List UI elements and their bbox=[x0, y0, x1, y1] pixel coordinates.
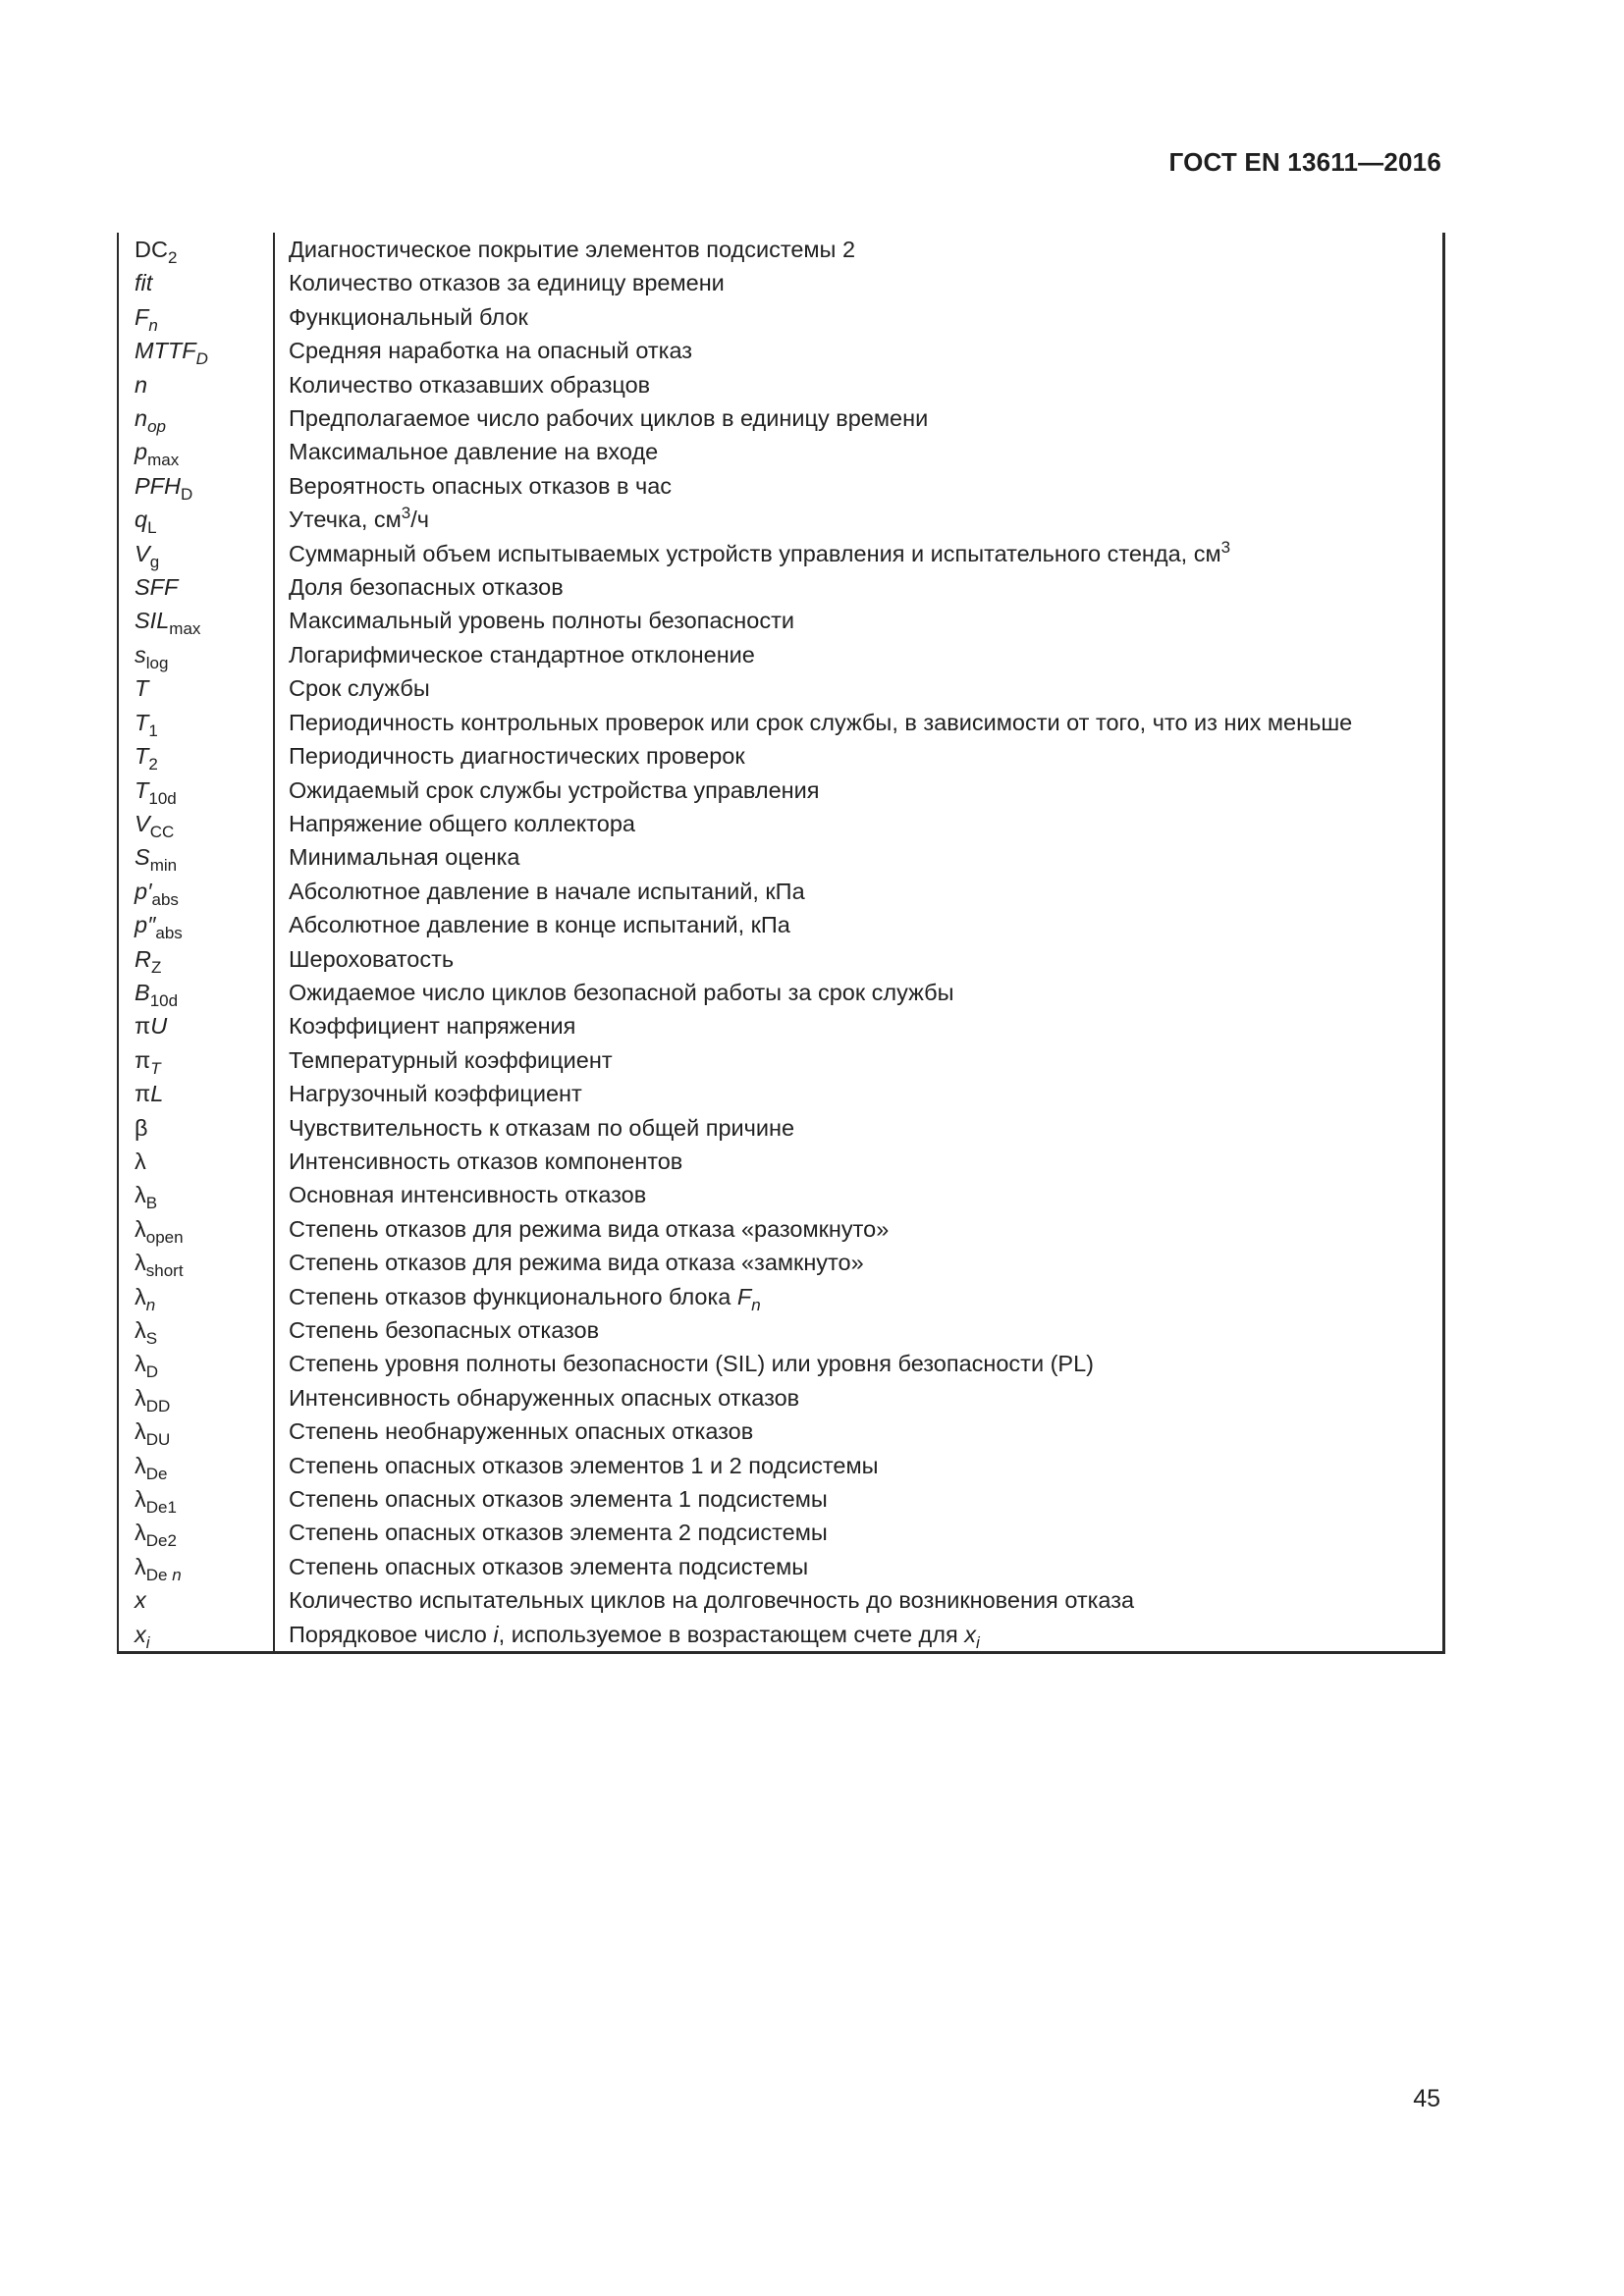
description-text: Степень безопасных отказов bbox=[289, 1317, 600, 1343]
symbol-subscript-text: 10d bbox=[149, 990, 179, 1010]
table-row bbox=[118, 638, 1443, 671]
description-cell bbox=[274, 1145, 1443, 1178]
symbol-subscript-text: g bbox=[149, 552, 160, 571]
symbol-subscript bbox=[146, 1531, 177, 1550]
description-cell bbox=[274, 875, 1443, 908]
description-cell bbox=[274, 840, 1443, 874]
symbol-cell bbox=[118, 334, 274, 367]
symbol-text: λ bbox=[135, 1283, 146, 1309]
symbol-subscript-text: log bbox=[145, 653, 169, 672]
description-cell bbox=[274, 1550, 1443, 1583]
table-row bbox=[118, 1313, 1443, 1347]
symbol-text: p″ bbox=[135, 912, 156, 938]
description-cell bbox=[274, 401, 1443, 435]
symbol-subscript bbox=[147, 518, 156, 537]
symbol-text: λ bbox=[135, 1250, 146, 1276]
symbol-subscript bbox=[146, 1261, 184, 1280]
table-row bbox=[118, 1381, 1443, 1415]
symbol-cell bbox=[118, 1347, 274, 1380]
description-text: Суммарный объем испытываемых устройств управления и испытательного стенда, см bbox=[289, 540, 1221, 566]
description-text: Логарифмическое стандартное отклонение bbox=[289, 641, 755, 667]
description-cell bbox=[274, 1347, 1443, 1380]
description-cell bbox=[274, 942, 1443, 976]
symbol-text: V bbox=[135, 810, 150, 836]
table-row bbox=[118, 401, 1443, 435]
symbol-subscript bbox=[147, 417, 166, 436]
description-text: Чувствительность к отказам по общей причине bbox=[289, 1114, 795, 1141]
description-text: Интенсивность обнаруженных опасных отказов bbox=[289, 1384, 800, 1411]
description-text: Доля безопасных отказов bbox=[289, 574, 564, 601]
description-text: Шероховатость bbox=[289, 945, 455, 972]
symbol-subscript-text: max bbox=[147, 451, 180, 470]
symbol-subscript-text: 1 bbox=[148, 721, 158, 740]
symbol-cell bbox=[118, 233, 274, 266]
table-row bbox=[118, 1246, 1443, 1279]
description-text: Функциональный блок bbox=[289, 303, 528, 330]
table-row bbox=[118, 1583, 1443, 1617]
description-variable: F bbox=[736, 1283, 752, 1309]
table-row bbox=[118, 469, 1443, 503]
table-row bbox=[118, 1618, 1443, 1653]
symbol-text: λ bbox=[135, 1418, 146, 1445]
description-text: Минимальная оценка bbox=[289, 844, 520, 871]
symbol-subscript-text: Z bbox=[150, 957, 162, 977]
description-cell bbox=[274, 570, 1443, 604]
description-text: Степень опасных отказов элемента 2 подсистемы bbox=[289, 1520, 828, 1546]
description-text: Ожидаемое число циклов безопасной работы за срок службы bbox=[289, 979, 954, 1005]
description-cell bbox=[274, 503, 1443, 536]
description-text: Степень отказов функционального блока bbox=[289, 1283, 737, 1309]
table-row bbox=[118, 570, 1443, 604]
description-text: Абсолютное давление в начале испытаний, кПа bbox=[289, 878, 805, 904]
description-superscript: 3 bbox=[1220, 537, 1231, 557]
symbol-text: n bbox=[135, 371, 148, 398]
symbol-cell bbox=[118, 503, 274, 536]
symbol-subscript-text: abs bbox=[151, 889, 179, 909]
symbol-subscript-text: DD bbox=[145, 1396, 171, 1415]
symbol-text: λ bbox=[135, 1317, 146, 1343]
symbol-subscript-index: n bbox=[172, 1565, 182, 1584]
description-text: Вероятность опасных отказов в час bbox=[289, 472, 673, 499]
symbol-subscript bbox=[146, 1397, 171, 1415]
symbol-subscript bbox=[150, 1059, 160, 1078]
symbol-subscript-text: CC bbox=[149, 822, 175, 841]
table-row bbox=[118, 942, 1443, 976]
symbol-cell bbox=[118, 1516, 274, 1549]
symbol-cell bbox=[118, 739, 274, 773]
symbol-cell bbox=[118, 1009, 274, 1042]
symbol-text: p bbox=[135, 439, 148, 465]
description-text: Количество испытательных циклов на долговечность до возникновения отказа bbox=[289, 1587, 1135, 1614]
table-row bbox=[118, 233, 1443, 266]
symbol-subscript-text: De bbox=[145, 1464, 168, 1483]
description-cell bbox=[274, 1313, 1443, 1347]
description-text: Степень опасных отказов элемента подсистемы bbox=[289, 1553, 809, 1579]
symbol-subscript-text: 10d bbox=[148, 788, 177, 808]
symbol-subscript bbox=[146, 1430, 171, 1449]
symbol-text: DC bbox=[135, 237, 168, 262]
symbol-cell bbox=[118, 774, 274, 807]
symbol-text: x bbox=[135, 1587, 146, 1614]
symbol-text: q bbox=[135, 507, 148, 533]
symbol-cell bbox=[118, 1313, 274, 1347]
symbol-text: T bbox=[135, 743, 149, 770]
symbol-subscript-text: D bbox=[145, 1362, 159, 1382]
symbol-cell bbox=[118, 1550, 274, 1583]
symbol-subscript bbox=[146, 1329, 157, 1348]
symbol-subscript-text: De2 bbox=[145, 1531, 177, 1551]
table-row bbox=[118, 739, 1443, 773]
symbol-subscript bbox=[169, 619, 200, 638]
symbol-subscript bbox=[148, 316, 157, 335]
description-cell bbox=[274, 233, 1443, 266]
page-number: 45 bbox=[1413, 2085, 1440, 2112]
symbol-subscript-text: i bbox=[145, 1632, 150, 1652]
description-text-tail: /ч bbox=[410, 507, 430, 533]
symbol-cell bbox=[118, 840, 274, 874]
symbol-text: λ bbox=[135, 1553, 146, 1579]
table-row bbox=[118, 1482, 1443, 1516]
symbol-tail: U bbox=[150, 1013, 168, 1040]
symbol-cell bbox=[118, 1449, 274, 1482]
description-text: Порядковое число bbox=[289, 1621, 494, 1647]
description-cell bbox=[274, 908, 1443, 941]
description-cell bbox=[274, 1449, 1443, 1482]
table-row bbox=[118, 706, 1443, 739]
symbol-subscript bbox=[146, 1296, 155, 1314]
description-text: Максимальный уровень полноты безопасности bbox=[289, 608, 794, 634]
symbol-cell bbox=[118, 1212, 274, 1246]
symbol-cell bbox=[118, 1482, 274, 1516]
symbol-subscript bbox=[151, 958, 161, 977]
description-cell bbox=[274, 334, 1443, 367]
symbol-subscript-text: B bbox=[145, 1194, 158, 1213]
table-row bbox=[118, 1178, 1443, 1211]
description-text: Количество отказов за единицу времени bbox=[289, 270, 725, 296]
symbol-text: SFF bbox=[135, 574, 179, 601]
description-text: Абсолютное давление в конце испытаний, кПа bbox=[289, 912, 790, 938]
description-cell bbox=[274, 1482, 1443, 1516]
symbol-subscript bbox=[146, 1465, 168, 1483]
description-cell bbox=[274, 469, 1443, 503]
description-text: Степень опасных отказов элемента 1 подсистемы bbox=[289, 1486, 828, 1513]
table-row bbox=[118, 976, 1443, 1009]
description-cell bbox=[274, 1381, 1443, 1415]
symbol-cell bbox=[118, 875, 274, 908]
symbol-cell bbox=[118, 266, 274, 299]
symbol-subscript-text: 2 bbox=[148, 755, 158, 774]
description-cell bbox=[274, 1583, 1443, 1617]
symbol-cell bbox=[118, 942, 274, 976]
description-cell bbox=[274, 368, 1443, 401]
description-cell bbox=[274, 671, 1443, 705]
description-text-tail: , используемое в возрастающем счете для bbox=[498, 1621, 965, 1647]
symbol-text: p′ bbox=[135, 878, 152, 904]
description-cell bbox=[274, 1212, 1443, 1246]
symbol-cell bbox=[118, 537, 274, 570]
description-variable-subscript bbox=[976, 1633, 980, 1652]
symbol-cell bbox=[118, 1145, 274, 1178]
description-cell bbox=[274, 1516, 1443, 1549]
symbol-text: B bbox=[135, 979, 150, 1005]
symbol-cell bbox=[118, 1077, 274, 1110]
symbol-cell bbox=[118, 604, 274, 637]
description-variable-subscript-text: i bbox=[975, 1632, 980, 1652]
symbol-text: fit bbox=[135, 270, 153, 296]
description-text: Максимальное давление на входе bbox=[289, 439, 659, 465]
description-cell bbox=[274, 1280, 1443, 1313]
table-row bbox=[118, 1550, 1443, 1583]
description-cell bbox=[274, 435, 1443, 468]
table-row bbox=[118, 1415, 1443, 1448]
symbol-text: λ bbox=[135, 1384, 146, 1411]
symbol-text: T bbox=[135, 675, 149, 702]
description-text: Степень отказов для режима вида отказа «разомкнуто» bbox=[289, 1215, 890, 1242]
description-variable: x bbox=[964, 1621, 976, 1647]
symbol-text: λ bbox=[135, 1182, 146, 1208]
symbol-subscript bbox=[147, 451, 179, 469]
table-row bbox=[118, 1145, 1443, 1178]
description-text: Интенсивность отказов компонентов bbox=[289, 1148, 683, 1174]
symbol-cell bbox=[118, 401, 274, 435]
table-row bbox=[118, 1043, 1443, 1077]
table-row bbox=[118, 266, 1443, 299]
description-text: Степень опасных отказов элементов 1 и 2 подсистемы bbox=[289, 1452, 879, 1478]
symbol-text: F bbox=[135, 303, 149, 330]
symbol-subscript-text: abs bbox=[155, 924, 183, 943]
symbol-subscript-text: max bbox=[169, 619, 201, 639]
description-cell bbox=[274, 1043, 1443, 1077]
symbol-subscript-text: open bbox=[145, 1227, 184, 1247]
symbol-subscript bbox=[146, 1498, 177, 1517]
symbol-subscript-text: min bbox=[149, 856, 178, 876]
symbol-subscript-text: D bbox=[195, 349, 208, 369]
symbol-subscript bbox=[151, 890, 178, 909]
symbol-subscript bbox=[148, 755, 157, 774]
symbol-subscript-text: T bbox=[150, 1058, 161, 1078]
table-row bbox=[118, 1280, 1443, 1313]
symbol-subscript bbox=[148, 721, 157, 740]
description-text: Нагрузочный коэффициент bbox=[289, 1081, 582, 1107]
description-text: Степень отказов для режима вида отказа «замкнуто» bbox=[289, 1250, 864, 1276]
symbol-text: V bbox=[135, 540, 150, 566]
symbol-subscript bbox=[150, 823, 175, 841]
symbol-subscript bbox=[168, 248, 177, 267]
symbols-table bbox=[117, 233, 1445, 1654]
symbol-subscript bbox=[155, 924, 182, 942]
symbol-subscript-text: De1 bbox=[145, 1498, 177, 1518]
symbol-cell bbox=[118, 300, 274, 334]
symbol-subscript bbox=[181, 485, 192, 504]
description-text: Периодичность контрольных проверок или срок службы, в зависимости от того, что из них меньше bbox=[289, 709, 1353, 735]
table-row bbox=[118, 1516, 1443, 1549]
symbol-text: π bbox=[135, 1046, 151, 1073]
document-header: ГОСТ EN 13611—2016 bbox=[1168, 147, 1441, 177]
symbol-text: SIL bbox=[135, 608, 170, 634]
symbol-tail: L bbox=[150, 1081, 164, 1107]
symbol-subscript bbox=[148, 789, 176, 808]
description-cell bbox=[274, 1246, 1443, 1279]
description-cell bbox=[274, 300, 1443, 334]
table-row bbox=[118, 1111, 1443, 1145]
symbol-text: π bbox=[135, 1081, 151, 1107]
symbol-text: λ bbox=[135, 1486, 146, 1513]
symbol-cell bbox=[118, 671, 274, 705]
description-text: Степень необнаруженных опасных отказов bbox=[289, 1418, 754, 1445]
symbol-text: MTTF bbox=[135, 338, 196, 364]
description-superscript: 3 bbox=[401, 504, 411, 523]
table-row bbox=[118, 1077, 1443, 1110]
symbol-text: λ bbox=[135, 1520, 146, 1546]
symbol-cell bbox=[118, 469, 274, 503]
table-row bbox=[118, 300, 1443, 334]
description-cell bbox=[274, 807, 1443, 840]
symbol-text: s bbox=[135, 641, 146, 667]
table-row bbox=[118, 435, 1443, 468]
description-cell bbox=[274, 537, 1443, 570]
symbol-text: S bbox=[135, 844, 150, 871]
symbol-subscript bbox=[146, 1194, 157, 1212]
symbol-text: λ bbox=[135, 1452, 146, 1478]
table-row bbox=[118, 774, 1443, 807]
symbol-text: x bbox=[135, 1621, 146, 1647]
description-cell bbox=[274, 638, 1443, 671]
table-row bbox=[118, 537, 1443, 570]
symbol-subscript-text: op bbox=[147, 417, 166, 437]
symbol-subscript bbox=[196, 349, 208, 368]
description-text: Ожидаемый срок службы устройства управления bbox=[289, 776, 820, 803]
symbol-text: T bbox=[135, 709, 149, 735]
description-text: Предполагаемое число рабочих циклов в единицу времени bbox=[289, 405, 929, 432]
description-variable-subscript bbox=[751, 1296, 760, 1314]
symbols-table-body bbox=[118, 233, 1443, 1653]
symbol-cell bbox=[118, 1583, 274, 1617]
table-row bbox=[118, 604, 1443, 637]
description-text: Периодичность диагностических проверок bbox=[289, 743, 745, 770]
symbol-cell bbox=[118, 1178, 274, 1211]
symbol-cell bbox=[118, 1618, 274, 1653]
symbol-cell bbox=[118, 807, 274, 840]
description-text: Напряжение общего коллектора bbox=[289, 810, 635, 836]
description-cell bbox=[274, 739, 1443, 773]
symbol-cell bbox=[118, 908, 274, 941]
table-row bbox=[118, 334, 1443, 367]
description-text: Диагностическое покрытие элементов подсистемы 2 bbox=[289, 237, 856, 262]
symbol-text: PFH bbox=[135, 472, 181, 499]
description-text: Утечка, см bbox=[289, 507, 402, 533]
symbol-subscript-text: n bbox=[145, 1295, 156, 1314]
symbol-cell bbox=[118, 368, 274, 401]
symbol-cell bbox=[118, 706, 274, 739]
description-cell bbox=[274, 1077, 1443, 1110]
table-row bbox=[118, 875, 1443, 908]
table-row bbox=[118, 368, 1443, 401]
description-text: Количество отказавших образцов bbox=[289, 371, 651, 398]
symbol-cell bbox=[118, 570, 274, 604]
table-row bbox=[118, 503, 1443, 536]
symbol-subscript-text: D bbox=[181, 484, 193, 504]
symbol-subscript bbox=[150, 856, 177, 875]
symbol-subscript-text: short bbox=[145, 1261, 184, 1281]
symbol-cell bbox=[118, 976, 274, 1009]
symbol-subscript bbox=[146, 1228, 184, 1247]
symbol-subscript bbox=[146, 654, 169, 672]
description-cell bbox=[274, 706, 1443, 739]
description-variable: i bbox=[493, 1621, 499, 1647]
symbol-cell bbox=[118, 1280, 274, 1313]
symbol-cell bbox=[118, 1415, 274, 1448]
symbol-subscript-text: L bbox=[147, 518, 157, 538]
symbol-cell bbox=[118, 1111, 274, 1145]
description-cell bbox=[274, 604, 1443, 637]
table-row bbox=[118, 807, 1443, 840]
symbol-subscript-text: n bbox=[148, 315, 158, 335]
table-row bbox=[118, 840, 1443, 874]
symbol-cell bbox=[118, 435, 274, 468]
symbol-subscript bbox=[150, 553, 159, 571]
description-text: Коэффициент напряжения bbox=[289, 1013, 576, 1040]
description-cell bbox=[274, 266, 1443, 299]
table-row bbox=[118, 1009, 1443, 1042]
description-cell bbox=[274, 1415, 1443, 1448]
description-cell bbox=[274, 1178, 1443, 1211]
description-cell bbox=[274, 976, 1443, 1009]
symbol-text: R bbox=[135, 945, 151, 972]
table-row bbox=[118, 1212, 1443, 1246]
symbol-text: λ bbox=[135, 1215, 146, 1242]
description-cell bbox=[274, 1009, 1443, 1042]
symbol-subscript bbox=[150, 991, 178, 1010]
description-text: Степень уровня полноты безопасности (SIL) или уровня безопасности (PL) bbox=[289, 1351, 1094, 1377]
symbol-text: β bbox=[135, 1114, 148, 1141]
symbol-text: π bbox=[135, 1013, 151, 1040]
symbol-cell bbox=[118, 638, 274, 671]
symbol-text: λ bbox=[135, 1148, 146, 1174]
description-text: Срок службы bbox=[289, 675, 430, 702]
symbol-cell bbox=[118, 1043, 274, 1077]
symbol-subscript bbox=[146, 1633, 150, 1652]
symbol-subscript bbox=[146, 1566, 182, 1584]
table-row bbox=[118, 671, 1443, 705]
description-cell bbox=[274, 774, 1443, 807]
description-cell bbox=[274, 1618, 1443, 1653]
symbol-text: λ bbox=[135, 1351, 146, 1377]
symbol-cell bbox=[118, 1246, 274, 1279]
symbol-cell bbox=[118, 1381, 274, 1415]
table-row bbox=[118, 1347, 1443, 1380]
symbol-subscript-text: 2 bbox=[167, 248, 178, 267]
symbol-text: n bbox=[135, 405, 148, 432]
description-text: Средняя наработка на опасный отказ bbox=[289, 338, 693, 364]
table-row bbox=[118, 908, 1443, 941]
symbol-text: T bbox=[135, 776, 149, 803]
symbol-subscript-text: De bbox=[145, 1565, 173, 1584]
description-text: Основная интенсивность отказов bbox=[289, 1182, 647, 1208]
description-variable-subscript-text: n bbox=[751, 1295, 761, 1314]
description-cell bbox=[274, 1111, 1443, 1145]
symbol-subscript-text: DU bbox=[145, 1430, 171, 1450]
symbol-subscript-text: S bbox=[145, 1329, 158, 1348]
symbol-subscript bbox=[146, 1362, 158, 1381]
description-text: Температурный коэффициент bbox=[289, 1046, 613, 1073]
table-row bbox=[118, 1449, 1443, 1482]
